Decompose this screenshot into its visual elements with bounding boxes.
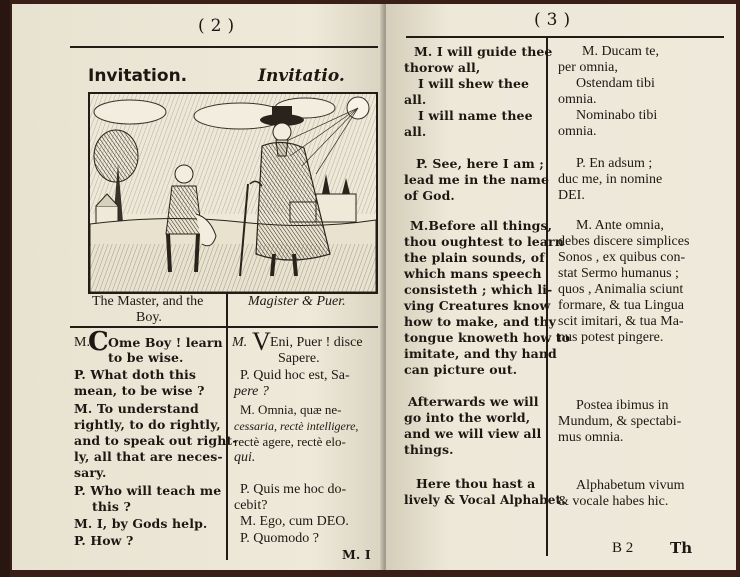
text-line: and to speak out right- xyxy=(74,433,238,448)
text-line: M. Omnia, quæ ne- xyxy=(240,402,342,417)
text-line: all. xyxy=(404,124,427,139)
text-line: cebit? xyxy=(234,498,268,513)
text-line: the plain sounds, of xyxy=(404,250,545,265)
text-line: things. xyxy=(404,442,454,457)
text-line: how to make, and thy xyxy=(404,314,557,329)
text-line: M.Before all things, xyxy=(410,218,553,233)
text-line: M. I will guide thee xyxy=(414,44,553,59)
text-line: M. To understand xyxy=(74,401,199,416)
text-line: scit imitari, & tua Ma- xyxy=(558,314,684,329)
text-line: P. See, here I am ; xyxy=(416,156,544,171)
header-rule xyxy=(406,36,724,38)
text-line: P. Who will teach me xyxy=(74,483,222,498)
text-line: Alphabetum vivum xyxy=(576,478,685,493)
text-line: ly, all that are neces- xyxy=(74,449,223,464)
drop-cap-english: C xyxy=(88,327,109,357)
text-line: quos , Animalia sciunt xyxy=(558,282,684,297)
woodcut-master-boy-image xyxy=(90,94,376,292)
text-line: Afterwards we will xyxy=(408,394,539,409)
left-page xyxy=(12,4,386,570)
text-line: stat Sermo humanus ; xyxy=(558,266,679,281)
text-line: Mundum, & spectabi- xyxy=(558,414,682,429)
text-line: omnia. xyxy=(558,124,597,139)
text-line: P. How ? xyxy=(74,533,134,548)
caption-english-line: The Master, and the xyxy=(92,294,204,309)
text-line: Ostendam tibi xyxy=(576,76,655,91)
text-line: rightly, to do rightly, xyxy=(74,417,221,432)
title-english: Invitation. xyxy=(88,66,188,86)
text-line: and we will view all xyxy=(404,426,542,441)
text-line: this ? xyxy=(92,499,131,514)
text-line: lively & Vocal Alphabet. xyxy=(404,493,566,507)
text-line: tongue knoweth how to xyxy=(404,330,571,345)
text-line: duc me, in nomine xyxy=(558,172,663,187)
text-line: thou oughtest to learn xyxy=(404,234,564,249)
text-line: mus omnia. xyxy=(558,430,624,445)
text-line: go into the world, xyxy=(404,410,531,425)
page-number: (3) xyxy=(534,10,577,30)
text-line: qui. xyxy=(234,450,256,465)
text-line: & vocale habes hic. xyxy=(558,494,669,509)
text-line: I will name thee xyxy=(418,108,533,123)
text-line: ving Creatures know xyxy=(404,298,551,313)
drop-cap-latin: V xyxy=(252,327,271,356)
text-line: of God. xyxy=(404,188,455,203)
text-line: mean, to be wise ? xyxy=(74,383,205,398)
woodcut-illustration xyxy=(88,92,378,294)
text-line: consisteth ; which li- xyxy=(404,282,553,297)
text-line: which mans speech xyxy=(404,266,542,281)
text-line: Nominabo tibi xyxy=(576,108,658,123)
text-line: P. En adsum ; xyxy=(576,156,653,171)
speaker-label: M. xyxy=(74,335,90,350)
text-line: M. Ducam te, xyxy=(582,44,659,59)
text-line: DEI. xyxy=(558,188,585,203)
text-line: debes discere simplices xyxy=(558,234,690,249)
text-line: nus potest pingere. xyxy=(558,330,664,345)
text-line: all. xyxy=(404,92,427,107)
text-line: lead me in the name xyxy=(404,172,550,187)
catchword: M. I xyxy=(342,547,371,562)
text-line: can picture out. xyxy=(404,362,518,377)
text-line: formare, & tua Lingua xyxy=(558,298,684,313)
text-line: P. What doth this xyxy=(74,367,197,382)
text-line: M. Ego, cum DEO. xyxy=(240,514,349,529)
text-line: P. Quomodo ? xyxy=(240,531,319,546)
text-line: sary. xyxy=(74,465,107,480)
text-line: Postea ibimus in xyxy=(576,398,669,413)
text-line: Sapere. xyxy=(278,351,320,366)
text-line: Ome Boy ! learn xyxy=(108,335,223,350)
text-line: M. Ante omnia, xyxy=(576,218,664,233)
text-line: P. Quid hoc est, Sa- xyxy=(240,368,350,383)
caption-rule xyxy=(70,326,378,328)
text-line: per omnia, xyxy=(558,60,618,75)
book-cover-edge xyxy=(0,0,10,577)
signature-mark: B 2 xyxy=(612,540,634,556)
caption-english-line: Boy. xyxy=(136,310,162,325)
text-line: Here thou hast a xyxy=(416,476,536,491)
text-line: Eni, Puer ! disce xyxy=(270,335,363,350)
text-line: thorow all, xyxy=(404,60,481,75)
text-line: imitate, and thy hand xyxy=(404,346,557,361)
column-divider xyxy=(226,294,228,560)
text-line: omnia. xyxy=(558,92,597,107)
header-rule xyxy=(70,46,378,48)
title-latin: Invitatio. xyxy=(258,66,345,86)
text-line: I will shew thee xyxy=(418,76,530,91)
text-line: Sonos , ex quibus con- xyxy=(558,250,686,265)
text-line: cessaria, rectè intelligere, xyxy=(234,419,359,433)
text-line: pere ? xyxy=(234,384,269,399)
text-line: M. I, by Gods help. xyxy=(74,516,208,531)
caption-latin: Magister & Puer. xyxy=(248,294,346,309)
page-number: (2) xyxy=(198,16,241,36)
right-page xyxy=(386,4,736,570)
speaker-label: M. xyxy=(232,335,248,350)
text-line: P. Quis me hoc do- xyxy=(240,482,347,497)
text-line: to be wise. xyxy=(108,350,184,365)
text-line: rectè agere, rectè elo- xyxy=(234,434,346,449)
catchword: Th xyxy=(670,539,693,557)
